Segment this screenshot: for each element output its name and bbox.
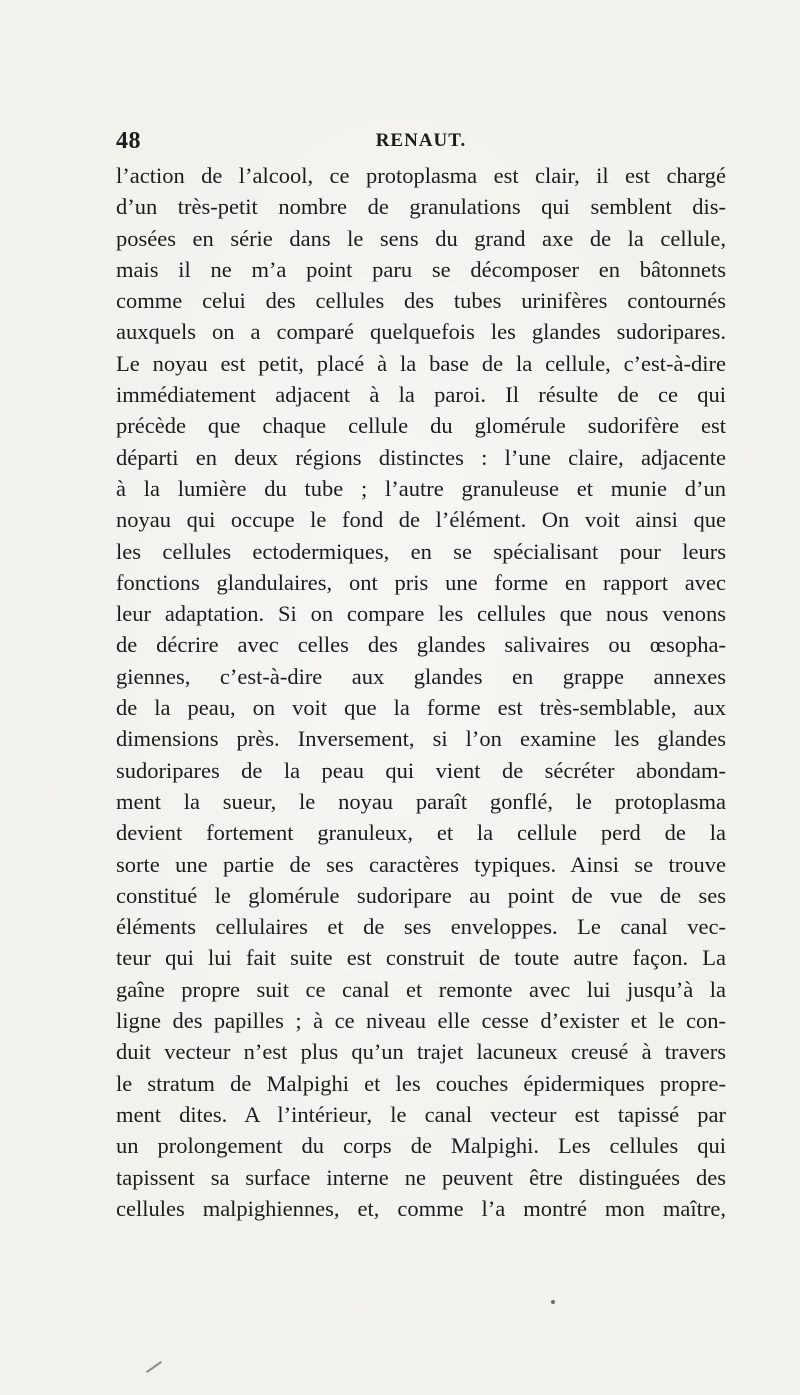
text-line: gaîne propre suit ce canal et remonte avec lui jusqu’à la	[116, 976, 726, 1002]
text-line: de la peau, on voit que la forme est très-semblable, aux	[116, 695, 726, 721]
text-line: sudoripares de la peau qui vient de sécréter abondam-	[116, 757, 726, 783]
page-header	[116, 128, 726, 158]
text-line: cellules malpighiennes, et, comme l’a montré mon maître,	[116, 1195, 726, 1221]
ink-mark	[146, 1361, 162, 1373]
text-line: posées en série dans le sens du grand axe de la cellule,	[116, 225, 726, 251]
text-line: l’action de l’alcool, ce protoplasma est clair, il est chargé	[116, 163, 726, 188]
text-line: duit vecteur n’est plus qu’un trajet lacuneux creusé à travers	[116, 1039, 726, 1065]
ink-speck	[551, 1300, 555, 1304]
text-line: ment dites. A l’intérieur, le canal vecteur est tapissé par	[116, 1101, 726, 1127]
text-line: ligne des papilles ; à ce niveau elle cesse d’exister et le con-	[116, 1008, 726, 1034]
running-head: RENAUT.	[375, 130, 467, 151]
text-line: dimensions près. Inversement, si l’on examine les glandes	[116, 726, 726, 752]
text-line: sorte une partie de ses caractères typiques. Ainsi se trouve	[116, 851, 726, 877]
text-line: départi en deux régions distinctes : l’une claire, adjacente	[116, 444, 726, 470]
text-line: giennes, c’est-à-dire aux glandes en grappe annexes	[116, 663, 726, 689]
text-line: constitué le glomérule sudoripare au point de vue de ses	[116, 882, 726, 908]
text-line: auxquels on a comparé quelquefois les glandes sudoripares.	[116, 319, 726, 345]
text-line: Le noyau est petit, placé à la base de la cellule, c’est-à-dire	[116, 350, 726, 376]
text-line: fonctions glandulaires, ont pris une forme en rapport avec	[116, 569, 726, 595]
body-text	[116, 160, 726, 1224]
text-line: précède que chaque cellule du glomérule sudorifère est	[116, 413, 726, 439]
text-line: leur adaptation. Si on compare les cellules que nous venons	[116, 601, 726, 627]
text-line: de décrire avec celles des glandes salivaires ou œsopha-	[116, 632, 726, 658]
text-line: mais il ne m’a point paru se décomposer en bâtonnets	[116, 256, 726, 282]
text-line: les cellules ectodermiques, en se spécialisant pour leurs	[116, 538, 726, 564]
text-line: le stratum de Malpighi et les couches épidermiques propre-	[116, 1070, 726, 1096]
text-line: un prolongement du corps de Malpighi. Les cellules qui	[116, 1133, 726, 1159]
text-line: devient fortement granuleux, et la cellule perd de la	[116, 820, 726, 846]
text-line: tapissent sa surface interne ne peuvent être distinguées des	[116, 1164, 726, 1190]
text-line: éléments cellulaires et de ses enveloppes. Le canal vec-	[116, 914, 726, 940]
text-line: d’un très-petit nombre de granulations qui semblent dis-	[116, 194, 726, 220]
text-line: immédiatement adjacent à la paroi. Il résulte de ce qui	[116, 382, 726, 408]
page-number: 48	[116, 128, 141, 154]
text-line: comme celui des cellules des tubes urinifères contournés	[116, 288, 726, 314]
text-line: ment la sueur, le noyau paraît gonflé, le protoplasma	[116, 788, 726, 814]
text-line: noyau qui occupe le fond de l’élément. On voit ainsi que	[116, 507, 726, 533]
text-line: à la lumière du tube ; l’autre granuleuse et munie d’un	[116, 475, 726, 501]
text-line: teur qui lui fait suite est construit de toute autre façon. La	[116, 945, 726, 971]
